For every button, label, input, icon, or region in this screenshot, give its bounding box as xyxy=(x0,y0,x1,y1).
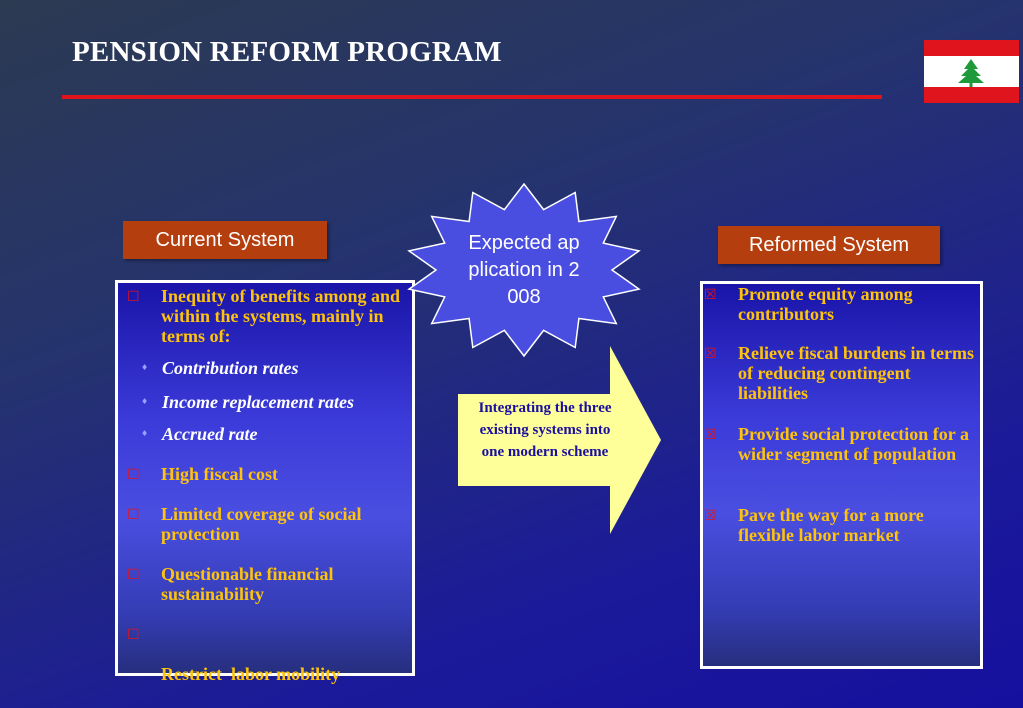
lebanese-flag-icon xyxy=(924,40,1019,103)
empty-square-icon: ☐ xyxy=(127,289,140,305)
current-system-header: Current System xyxy=(123,221,327,259)
checked-square-icon: ☒ xyxy=(704,508,717,524)
current-item-inequity: Inequity of benefits among and within the systems, mainly in terms of: xyxy=(161,286,401,346)
small-diamond-icon: ♦ xyxy=(141,429,149,438)
integration-text: Integrating the three existing systems into one modern scheme xyxy=(478,400,612,460)
expected-application-text: Expected application in 2008 xyxy=(468,232,580,308)
sub-item-accrued-rate: Accrued rate xyxy=(162,424,258,444)
reformed-item-social-protection: Provide social protection for a wider segment of population xyxy=(738,424,969,464)
reformed-item-fiscal-burdens: Relieve fiscal burdens in terms of reducing contingent liabilities xyxy=(738,343,974,403)
sub-item-income-replacement: Income replacement rates xyxy=(162,392,354,412)
page-title: PENSION REFORM PROGRAM xyxy=(72,36,502,68)
checked-square-icon: ☒ xyxy=(704,427,717,443)
empty-square-icon: ☐ xyxy=(127,567,140,583)
small-diamond-icon: ♦ xyxy=(141,397,149,406)
current-item-coverage: Limited coverage of social protection xyxy=(161,504,362,544)
empty-square-icon: ☐ xyxy=(127,627,140,643)
reformed-item-equity: Promote equity among contributors xyxy=(738,284,913,324)
checked-square-icon: ☒ xyxy=(704,287,717,303)
small-diamond-icon: ♦ xyxy=(141,363,149,372)
checked-square-icon: ☒ xyxy=(704,346,717,362)
reformed-system-header: Reformed System xyxy=(718,226,940,264)
current-item-fiscal-cost: High fiscal cost xyxy=(161,464,278,484)
reformed-system-panel xyxy=(700,281,983,669)
current-item-sustainability: Questionable financial sustainability xyxy=(161,564,334,604)
reformed-item-labor-market: Pave the way for a more flexible labor market xyxy=(738,505,924,545)
title-underline xyxy=(62,95,882,99)
current-item-labor-mobility: Restrict labor mobility xyxy=(161,664,341,684)
empty-square-icon: ☐ xyxy=(127,467,140,483)
sub-item-contribution-rates: Contribution rates xyxy=(162,358,299,378)
empty-square-icon: ☐ xyxy=(127,507,140,523)
